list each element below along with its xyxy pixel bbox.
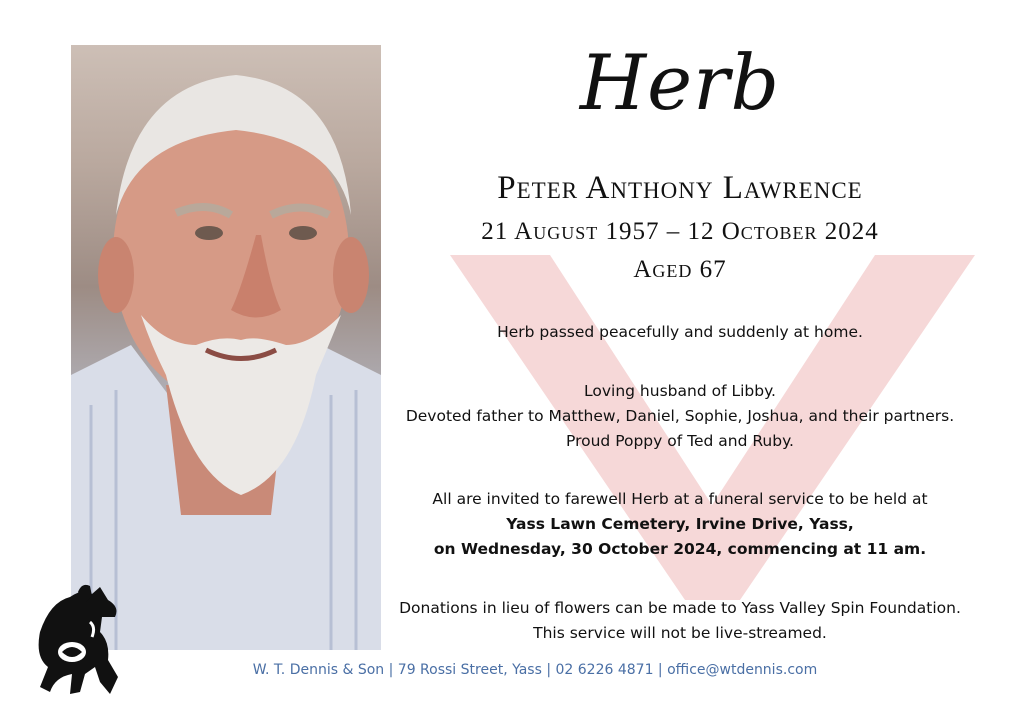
- family-line: Proud Poppy of Ted and Ruby.: [566, 432, 794, 450]
- service-venue: Yass Lawn Cemetery, Irvine Drive, Yass,: [506, 515, 854, 533]
- full-name: Peter Anthony Lawrence: [497, 170, 863, 206]
- horse-rider-logo-icon: [30, 582, 130, 700]
- passing-line: Herb passed peacefully and suddenly at home.: [497, 323, 863, 341]
- service-invite: All are invited to farewell Herb at a funeral service to be held at: [432, 490, 928, 508]
- life-dates: 21 August 1957 – 12 October 2024: [481, 218, 879, 245]
- stream-notice: This service will not be live-streamed.: [533, 624, 827, 642]
- service-section: [385, 487, 975, 562]
- donations-section: [385, 596, 975, 646]
- nickname-heading: Herb: [579, 38, 781, 127]
- family-line: Loving husband of Libby.: [584, 382, 776, 400]
- family-line: Devoted father to Matthew, Daniel, Sophie, Joshua, and their partners.: [405, 407, 955, 425]
- family-section: [385, 379, 975, 454]
- funeral-director-contact: W. T. Dennis & Son | 79 Rossi Street, Yass | 02 6226 4871 | office@wtdennis.com: [252, 662, 818, 678]
- passing-statement: [385, 320, 975, 345]
- service-time: on Wednesday, 30 October 2024, commencing at 11 am.: [433, 540, 927, 558]
- portrait-photo: [71, 45, 381, 650]
- age-text: Aged 67: [633, 256, 727, 283]
- donations-line: Donations in lieu of flowers can be made to Yass Valley Spin Foundation.: [399, 599, 961, 617]
